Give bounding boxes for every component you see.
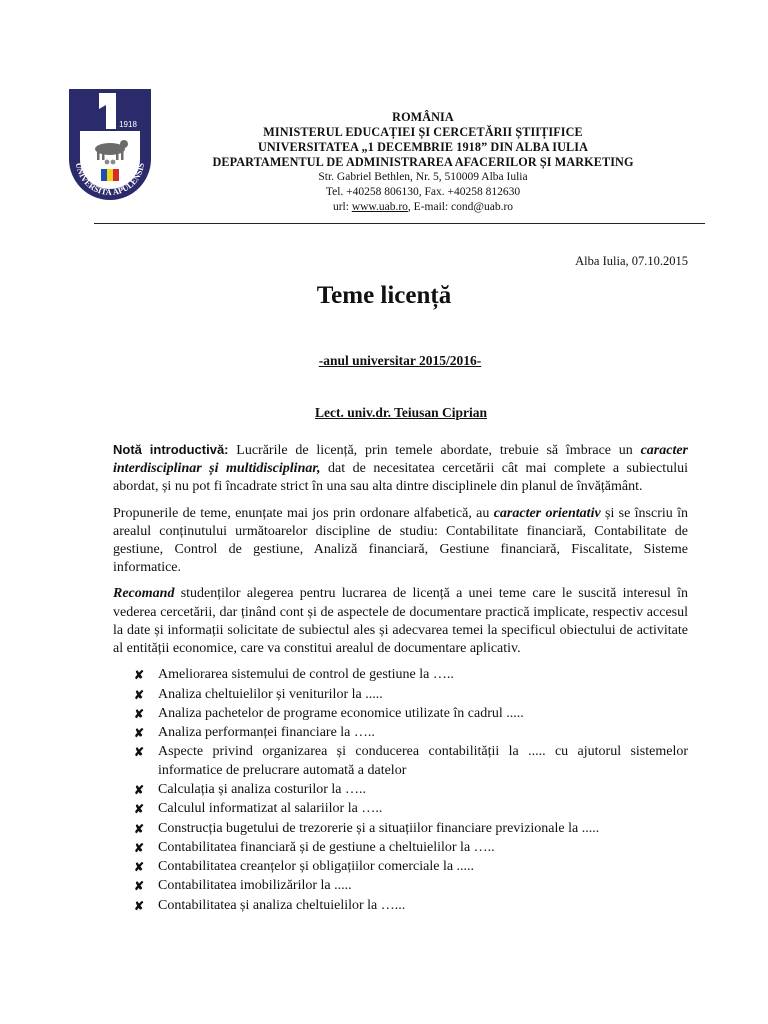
document-body <box>113 441 688 916</box>
list-item <box>113 686 688 704</box>
topic-text: Analiza performanței financiare la ….. <box>158 725 375 741</box>
para2-emphasis: caracter orientativ <box>493 505 601 521</box>
list-item <box>113 877 688 895</box>
department-name: DEPARTAMENTUL DE ADMINISTRAREA AFACERILOR ȘI MARKETING <box>212 155 634 169</box>
topic-text: Contabilitatea și analiza cheltuielilor la …... <box>158 897 406 913</box>
para3-emphasis: Recomand <box>113 586 175 602</box>
logo-year: 1918 <box>119 120 137 129</box>
list-item <box>113 666 688 684</box>
university-logo <box>66 87 154 205</box>
list-item <box>113 800 688 818</box>
topic-text: Analiza pachetelor de programe economice utilizate în cadrul ..... <box>158 705 524 721</box>
topic-text: Calculul informatizat al salariilor la ….. <box>158 801 383 817</box>
list-item <box>113 743 688 779</box>
cross-bullet-icon: ✘ <box>134 879 145 894</box>
topic-text: Ameliorarea sistemului de control de gestiune la ….. <box>158 667 454 683</box>
topic-text: Analiza cheltuielilor și veniturilor la ..... <box>158 686 383 702</box>
cross-bullet-icon: ✘ <box>134 840 145 855</box>
cross-bullet-icon: ✘ <box>134 745 145 760</box>
website-link[interactable]: www.uab.ro <box>351 201 408 213</box>
cross-bullet-icon: ✘ <box>134 706 145 721</box>
author-name: Lect. univ.dr. Teiusan Ciprian <box>314 405 488 420</box>
topic-text: Contabilitatea creanțelor și obligațiilor comerciale la ..... <box>158 859 475 875</box>
header-divider <box>94 223 705 224</box>
phone-fax: Tel. +40258 806130, Fax. +40258 812630 <box>325 186 521 198</box>
para2-text-1: Propunerile de teme, enunțate mai jos prin ordonare alfabetică, au <box>113 505 494 521</box>
para3-text: studenților alegerea pentru lucrarea de licență a unei teme care le suscită interesul în vederea cercetării, dar ținând cont și de aspectele de documentare practică implicate, respectiv accesul la date și informații solicitate de subiectul ales și adecvarea temei la specificul obiectului de activitate al entității economice, care va constitui arealul de documentare aplicativ. <box>113 586 688 657</box>
cross-bullet-icon: ✘ <box>134 898 145 913</box>
url-label: url: <box>332 201 352 213</box>
topic-text: Contabilitatea financiară și de gestiune a cheltuielilor la ….. <box>158 839 495 855</box>
svg-text:UNIVERSITAS: UNIVERSITA <box>73 161 112 198</box>
address: Str. Gabriel Bethlen, Nr. 5, 510009 Alba Iulia <box>318 171 528 183</box>
university-name: UNIVERSITATEA „1 DECEMBRIE 1918” DIN ALBA IULIA <box>258 140 588 154</box>
list-item <box>113 820 688 838</box>
disciplines-paragraph <box>113 505 688 578</box>
cross-bullet-icon: ✘ <box>134 782 145 797</box>
list-item <box>113 781 688 799</box>
intro-text-2: dat de necesitatea cercetării cât mai complete a subiectului abordat, și nu pot fi încadrate strict în una sau alta dintre disciplinele din planul de învățământ. <box>113 461 688 495</box>
cross-bullet-icon: ✘ <box>134 687 145 702</box>
cross-bullet-icon: ✘ <box>134 726 145 741</box>
list-item <box>113 839 688 857</box>
topic-text: Contabilitatea imobilizărilor la ..... <box>158 878 352 894</box>
page-title: Teme licență <box>316 282 452 309</box>
cross-bullet-icon: ✘ <box>134 802 145 817</box>
topic-text: Aspecte privind organizarea și conducerea contabilității la ..... cu ajutorul sistemelor informatice de prelucrare automată a datelor <box>158 744 688 778</box>
email-text: , E-mail: cond@uab.ro <box>407 201 514 213</box>
country-name: ROMÂNIA <box>392 110 454 124</box>
intro-emphasis: caracter interdisciplinar și multidisciplinar, <box>113 443 688 477</box>
cross-bullet-icon: ✘ <box>134 860 145 875</box>
para2-text-2: și se înscriu în arealul conținutului următoarelor discipline de studiu: Contabilitate financiară, Contabilitate de gestiune, Control de gestiune, Analiză financiară, Gestiune financiară, Fiscalitate, Sisteme informatice. <box>113 505 688 576</box>
topic-text: Construcția bugetului de trezorerie și a situațiilor financiare previzionale la ..... <box>158 820 600 836</box>
list-item <box>113 705 688 723</box>
cross-bullet-icon: ✘ <box>134 821 145 836</box>
list-item <box>113 897 688 915</box>
ministry-name: MINISTERUL EDUCAȚIEI ȘI CERCETĂRII ȘTIIȚIFICE <box>263 125 583 139</box>
topics-list <box>113 666 688 915</box>
contact-line <box>170 200 676 215</box>
letterhead <box>170 110 676 215</box>
university-seal-icon <box>66 87 154 205</box>
recommendation-paragraph <box>113 585 688 658</box>
intro-paragraph <box>113 441 688 497</box>
intro-text-1: Lucrările de licență, prin temele abordate, trebuie să îmbrace un <box>228 443 641 458</box>
list-item <box>113 858 688 876</box>
cross-bullet-icon: ✘ <box>134 668 145 683</box>
intro-label: Notă introductivă: <box>113 442 229 457</box>
academic-year: -anul universitar 2015/2016- <box>318 353 482 368</box>
svg-text:APULENSIS: APULENSIS <box>111 162 146 197</box>
list-item <box>113 724 688 742</box>
document-date: Alba Iulia, 07.10.2015 <box>575 254 688 268</box>
topic-text: Calculația și analiza costurilor la ….. <box>158 781 366 797</box>
